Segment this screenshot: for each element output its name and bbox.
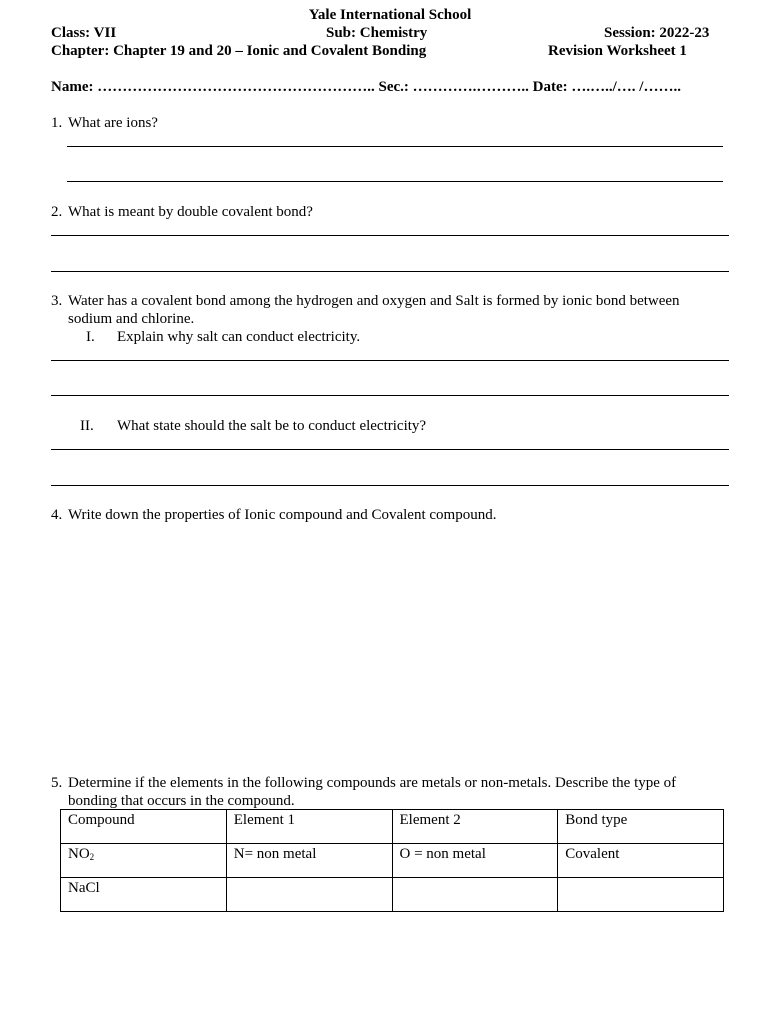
question-3-sub-ii-number: II. <box>80 418 94 434</box>
answer-line <box>51 395 729 396</box>
question-5-text-line-1: Determine if the elements in the following compounds are metals or non-metals. Describe the type of <box>68 775 677 791</box>
cell-element-2[interactable] <box>392 878 558 912</box>
question-1-number: 1. <box>51 115 63 131</box>
header-element-2: Element 2 <box>392 810 558 844</box>
cell-element-2: O = non metal <box>392 844 558 878</box>
question-5-number: 5. <box>51 775 63 791</box>
table-row <box>61 878 724 912</box>
question-3-text-line-1: Water has a covalent bond among the hydrogen and oxygen and Salt is formed by ionic bond between <box>68 293 680 309</box>
answer-line <box>51 235 729 236</box>
bonding-table <box>60 809 724 912</box>
school-name: Yale International School <box>308 7 472 23</box>
answer-line <box>67 181 723 182</box>
cell-bond-type: Covalent <box>558 844 724 878</box>
compound-subscript: 2 <box>89 852 95 862</box>
cell-element-1[interactable] <box>226 878 392 912</box>
question-4-text: Write down the properties of Ionic compound and Covalent compound. <box>68 507 497 523</box>
question-3-sub-i-number: I. <box>86 329 95 345</box>
chapter-title: Chapter: Chapter 19 and 20 – Ionic and Covalent Bonding <box>51 43 427 59</box>
cell-element-1: N= non metal <box>226 844 392 878</box>
header-element-1: Element 1 <box>226 810 392 844</box>
question-2-text: What is meant by double covalent bond? <box>68 204 313 220</box>
student-info-line: Name: ……………………………………………….. Sec.: ………….……….. Date: ….…../…. /…….. <box>51 79 681 95</box>
answer-line <box>51 485 729 486</box>
question-4-number: 4. <box>51 507 63 523</box>
header-compound: Compound <box>61 810 227 844</box>
compound-formula: NO <box>68 846 90 862</box>
question-5-text-line-2: bonding that occurs in the compound. <box>68 793 295 809</box>
subject-label: Sub: Chemistry <box>326 25 428 41</box>
question-3-sub-ii-text: What state should the salt be to conduct electricity? <box>117 418 427 434</box>
table-header-row <box>61 810 724 844</box>
cell-compound: NaCl <box>61 878 227 912</box>
worksheet-title: Revision Worksheet 1 <box>548 43 687 59</box>
class-label: Class: VII <box>51 25 117 41</box>
header-bond-type: Bond type <box>558 810 724 844</box>
answer-line <box>67 146 723 147</box>
answer-line <box>51 449 729 450</box>
answer-line <box>51 271 729 272</box>
question-2-number: 2. <box>51 204 63 220</box>
question-1-text: What are ions? <box>68 115 158 131</box>
table-row <box>61 844 724 878</box>
cell-bond-type[interactable] <box>558 878 724 912</box>
session-label: Session: 2022-23 <box>604 25 710 41</box>
question-3-number: 3. <box>51 293 63 309</box>
question-3-text-line-2: sodium and chlorine. <box>68 311 195 327</box>
cell-compound <box>61 844 227 878</box>
answer-line <box>51 360 729 361</box>
question-3-sub-i-text: Explain why salt can conduct electricity. <box>117 329 361 345</box>
